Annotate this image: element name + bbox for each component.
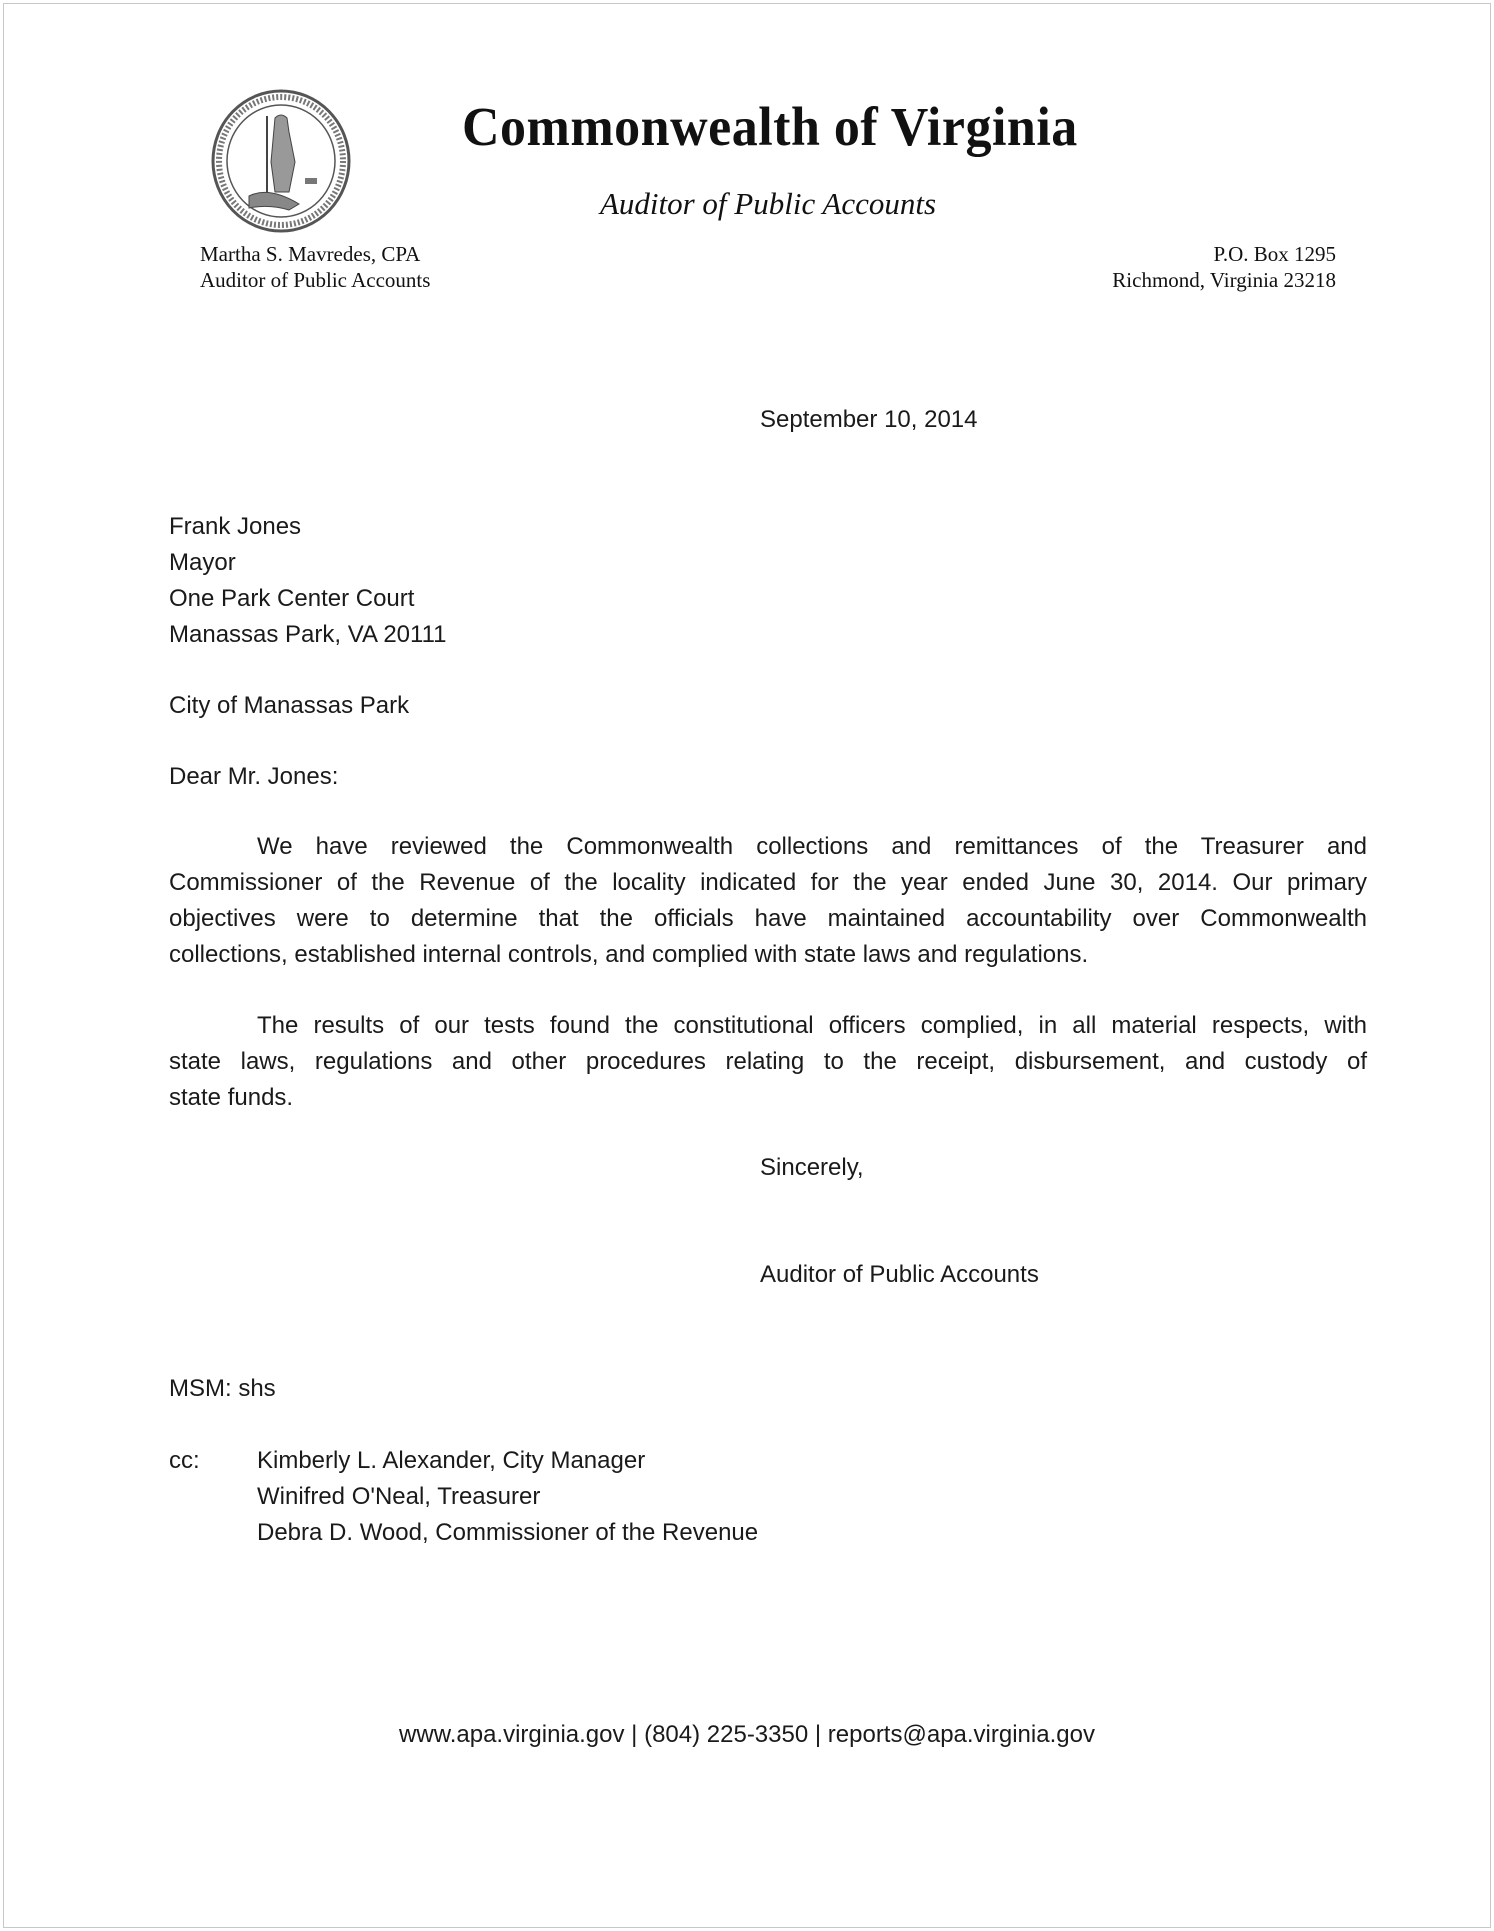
salutation: Dear Mr. Jones: <box>169 763 339 790</box>
footer-separator: | <box>631 1721 638 1748</box>
recipient-city: Manassas Park, VA 20111 <box>169 621 447 648</box>
letterhead-title: Commonwealth of Virginia <box>462 97 1078 158</box>
paragraph2-line: The results of our tests found the constitutional officers complied, in all material respects, with <box>257 1012 1367 1039</box>
recipient-name: Frank Jones <box>169 513 302 540</box>
letterhead-subtitle: Auditor of Public Accounts <box>599 186 937 221</box>
signature: Auditor of Public Accounts <box>760 1261 1039 1288</box>
po-box: P.O. Box 1295 <box>1213 242 1336 266</box>
website-link[interactable]: www.apa.virginia.gov <box>399 1721 625 1748</box>
paragraph1-line: collections, established internal controls, and complied with state laws and regulations. <box>169 941 1089 968</box>
cc-recipient: Kimberly L. Alexander, City Manager <box>257 1447 646 1474</box>
paragraph1-line: objectives were to determine that the officials have maintained accountability over Commonwealth <box>169 905 1367 932</box>
city-state-zip: Richmond, Virginia 23218 <box>1112 268 1336 292</box>
recipient-street: One Park Center Court <box>169 585 415 612</box>
cc-recipient: Winifred O'Neal, Treasurer <box>257 1483 541 1510</box>
paragraph2-line: state laws, regulations and other procedures relating to the receipt, disbursement, and custody of <box>169 1048 1367 1075</box>
email-link[interactable]: reports@apa.virginia.gov <box>827 1721 1095 1748</box>
auditor-name: Martha S. Mavredes, CPA <box>200 242 421 266</box>
recipient-title: Mayor <box>169 549 236 576</box>
virginia-seal-logo <box>209 88 353 234</box>
phone-number: (804) 225-3350 <box>644 1721 809 1748</box>
cc-label: cc: <box>169 1447 200 1474</box>
paragraph1-line: Commissioner of the Revenue of the locality indicated for the year ended June 30, 2014. Our primary <box>169 869 1367 896</box>
office-address <box>1112 241 1336 293</box>
cc-recipient: Debra D. Wood, Commissioner of the Revenue <box>257 1519 759 1546</box>
footer <box>0 1717 1494 1753</box>
footer-separator: | <box>814 1721 822 1748</box>
auditor-title: Auditor of Public Accounts <box>200 268 431 292</box>
closing: Sincerely, <box>760 1154 864 1181</box>
letter-date: September 10, 2014 <box>760 406 978 433</box>
auditor-block <box>200 241 430 293</box>
locality: City of Manassas Park <box>169 692 410 719</box>
paragraph1-line: We have reviewed the Commonwealth collections and remittances of the Treasurer and <box>257 833 1367 860</box>
paragraph2-line: state funds. <box>169 1084 294 1111</box>
initials: MSM: shs <box>169 1375 276 1402</box>
